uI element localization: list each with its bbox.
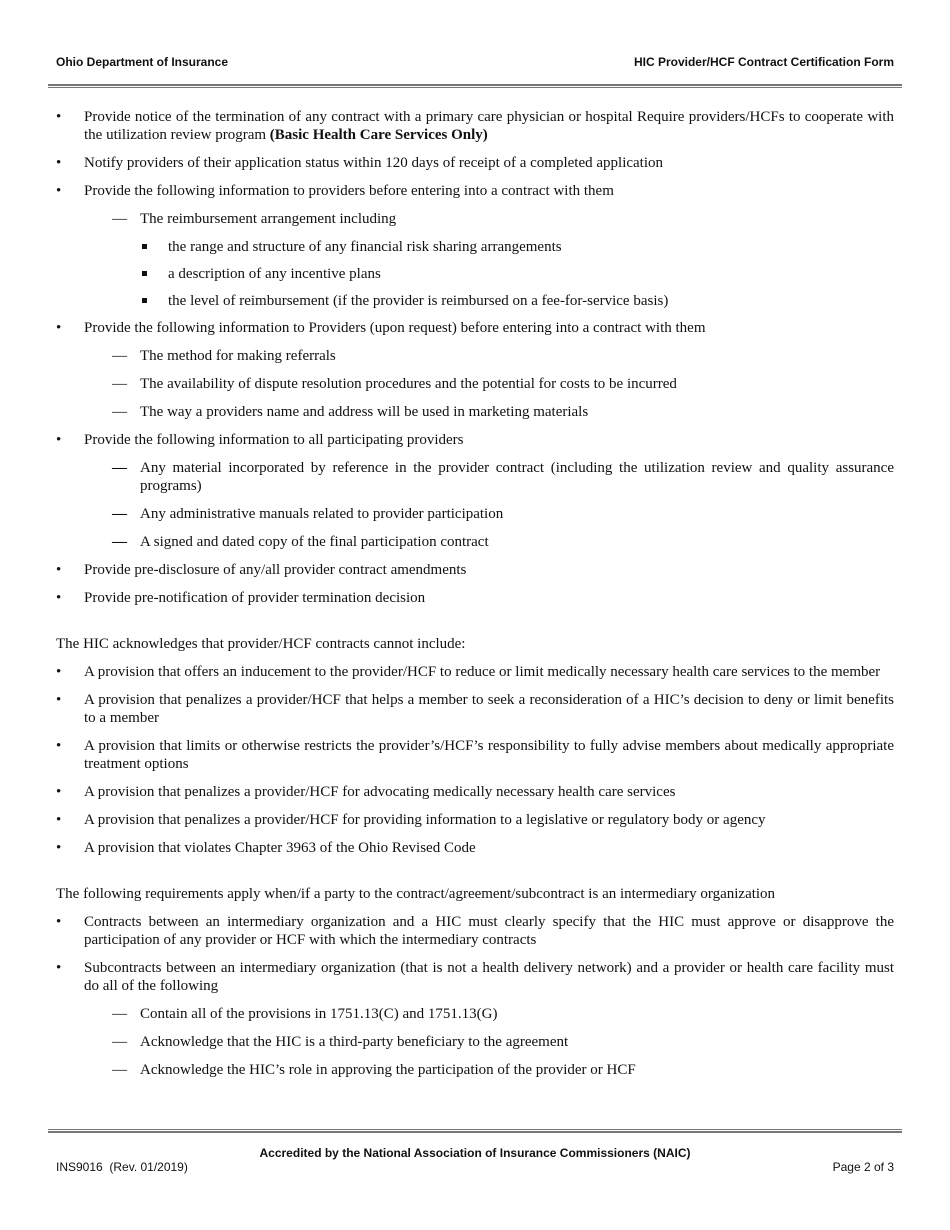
square-item: the range and structure of any financial risk sharing arrangements — [56, 238, 894, 256]
bullet-item: • Contracts between an intermediary organization and a HIC must clearly specify that the HIC must approve or disapprove the participation of any provider or HCF with which the intermediary contracts — [56, 913, 894, 949]
dash-glyph: — — [112, 376, 127, 392]
bullet-item: • Notify providers of their application status within 120 days of receipt of a completed application — [56, 154, 894, 172]
dash-text: Acknowledge the HIC’s role in approving the participation of the provider or HCF — [140, 1062, 636, 1078]
bullet-item: • Provide the following information to Providers (upon request) before entering into a contract with them — [56, 319, 894, 337]
bullet-item: • A provision that offers an inducement to the provider/HCF to reduce or limit medically necessary health care services to the member — [56, 663, 894, 681]
bullet-item: • A provision that penalizes a provider/HCF that helps a member to seek a reconsideration of a HIC’s decision to deny or limit benefits to a member — [56, 691, 894, 727]
dash-glyph: — — [112, 460, 127, 476]
bullet-bold-text: (Basic Health Care Services Only) — [269, 127, 488, 143]
dash-glyph: — — [112, 211, 127, 227]
bullet-item: • A provision that penalizes a provider/HCF for providing information to a legislative or regulatory body or agency — [56, 811, 894, 829]
dash-text: Contain all of the provisions in 1751.13(C) and 1751.13(G) — [140, 1006, 498, 1022]
footer-page-number: Page 2 of 3 — [832, 1160, 894, 1174]
bullet-item: • A provision that limits or otherwise restricts the provider’s/HCF’s responsibility to fully advise members about medically appropriate treatment options — [56, 737, 894, 773]
dash-glyph: — — [112, 1034, 127, 1050]
dash-item — [56, 1033, 894, 1051]
footer-accreditation: Accredited by the National Association of Insurance Commissioners (NAIC) — [259, 1146, 691, 1160]
dash-text: The availability of dispute resolution procedures and the potential for costs to be incurred — [140, 376, 677, 392]
header-agency: Ohio Department of Insurance — [56, 55, 229, 69]
document-body — [56, 108, 894, 1089]
bullet-item: • Provide the following information to all participating providers — [56, 431, 894, 449]
header-divider — [48, 84, 902, 88]
dash-glyph: — — [112, 348, 127, 364]
dash-text: Any material incorporated by reference in the provider contract (including the utilization review and quality assurance programs) — [140, 460, 894, 494]
bullet-text: Provide notice of the termination of any contract with a primary care physician or hospital Require providers/HCFs to cooperate with the utilization review program — [84, 109, 894, 143]
bullet-item: • Provide pre-disclosure of any/all provider contract amendments — [56, 561, 894, 579]
square-item: a description of any incentive plans — [56, 265, 894, 283]
bullet-item: • Provide pre-notification of provider termination decision — [56, 589, 894, 607]
dash-item — [56, 505, 894, 523]
dash-glyph: — — [112, 1062, 127, 1078]
dash-item — [56, 1061, 894, 1079]
dash-glyph: — — [112, 534, 127, 550]
dash-item — [56, 210, 894, 228]
dash-item — [56, 347, 894, 365]
dash-item — [56, 459, 894, 495]
header-form-title: HIC Provider/HCF Contract Certification Form — [633, 55, 894, 69]
dash-glyph: — — [112, 404, 127, 420]
dash-glyph: — — [112, 506, 127, 522]
footer-divider — [48, 1129, 902, 1133]
bullet-item: • A provision that penalizes a provider/HCF for advocating medically necessary health care services — [56, 783, 894, 801]
dash-item — [56, 403, 894, 421]
bullet-item: • A provision that violates Chapter 3963 of the Ohio Revised Code — [56, 839, 894, 857]
footer-form-id: INS9016 (Rev. 01/2019) — [56, 1160, 188, 1174]
dash-text: The method for making referrals — [140, 348, 336, 364]
dash-text: Any administrative manuals related to provider participation — [140, 506, 504, 522]
bullet-item: • Subcontracts between an intermediary organization (that is not a health delivery network) and a provider or health care facility must do all of the following — [56, 959, 894, 995]
dash-text: A signed and dated copy of the final participation contract — [140, 534, 489, 550]
square-item: the level of reimbursement (if the provider is reimbursed on a fee-for-service basis) — [56, 292, 894, 310]
dash-item — [56, 533, 894, 551]
dash-glyph: — — [112, 1006, 127, 1022]
section-intro: The following requirements apply when/if a party to the contract/agreement/subcontract is an intermediary organization — [56, 886, 776, 902]
bullet-item: • Provide the following information to providers before entering into a contract with them — [56, 182, 894, 200]
dash-item — [56, 375, 894, 393]
dash-text: The way a providers name and address will be used in marketing materials — [140, 404, 589, 420]
section-intro: The HIC acknowledges that provider/HCF contracts cannot include: — [56, 636, 466, 652]
bullet-item — [56, 108, 894, 144]
dash-text: Acknowledge that the HIC is a third-party beneficiary to the agreement — [140, 1034, 569, 1050]
dash-text: The reimbursement arrangement including — [140, 211, 397, 227]
dash-item — [56, 1005, 894, 1023]
